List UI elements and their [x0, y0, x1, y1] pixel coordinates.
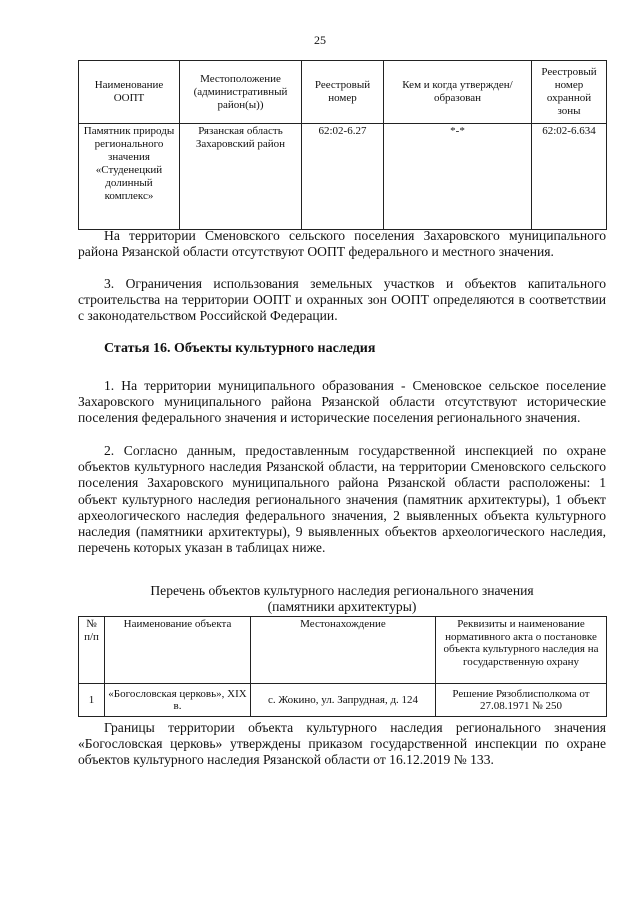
header-object-location: Местонахождение — [251, 617, 436, 684]
caption-line-1: Перечень объектов культурного наследия регионального значения — [150, 583, 534, 598]
caption-line-2: (памятники архитектуры) — [267, 599, 417, 614]
table-header-row — [79, 617, 607, 684]
cell-normative-act: Решение Рязоблисполкома от 27.08.1971 № 250 — [436, 684, 607, 717]
table-caption — [78, 583, 606, 615]
paragraph-heritage-objects: 2. Согласно данным, предоставленным государственной инспекцией по охране объектов культурного наследия Рязанской области, на территории Сменовского сельского поселения Захаровского муниципального района Рязанской области расположены: 1 объект культурного наследия регионального значения (памятник архитектуры), 1 объект археологического наследия федерального значения, 2 выявленных объекта культурного наследия (памятники архитектуры), 9 выявленных объектов археологического наследия, перечень которых указан в таблицах ниже. — [78, 443, 606, 556]
header-number: № п/п — [79, 617, 105, 684]
header-normative-act: Реквизиты и наименование нормативного акта о постановке объекта культурного наследия на государственную охрану — [436, 617, 607, 684]
cell-registry-number: 62:02-6.27 — [302, 124, 384, 230]
section-heading: Статья 16. Объекты культурного наследия — [104, 341, 376, 356]
cell-location: Рязанская область Захаровский район — [180, 124, 302, 230]
heritage-table — [78, 616, 607, 717]
cell-number: 1 — [79, 684, 105, 717]
cell-oopt-name: Памятник природы регионального значения «Студенецкий долинный комплекс» — [79, 124, 180, 230]
cell-object-name: «Богословская церковь», XIX в. — [105, 684, 251, 717]
header-buffer-zone-number: Реестровый номер охранной зоны — [532, 61, 607, 124]
cell-buffer-zone-number: 62:02-6.634 — [532, 124, 607, 230]
paragraph-no-federal-oopt: На территории Сменовского сельского поселения Захаровского муниципального района Рязанской области отсутствуют ООПТ федерального и местного значения. — [78, 228, 606, 260]
table-header-row — [79, 61, 607, 124]
paragraph-historic-settlements: 1. На территории муниципального образования - Сменовское сельское поселение Захаровского муниципального района Рязанской области отсутствуют исторические поселения федерального значения и исторические поселения регионального значения. — [78, 378, 606, 426]
header-location: Местоположение (административный район(ы)) — [180, 61, 302, 124]
cell-object-location: с. Жокино, ул. Запрудная, д. 124 — [251, 684, 436, 717]
header-object-name: Наименование объекта — [105, 617, 251, 684]
cell-approved-by: *-* — [384, 124, 532, 230]
header-registry-number: Реестровый номер — [302, 61, 384, 124]
header-approved-by: Кем и когда утвержден/ образован — [384, 61, 532, 124]
paragraph-church-boundaries: Границы территории объекта культурного наследия регионального значения «Богословская церковь» утверждены приказом государственной инспекции по охране объектов культурного наследия Рязанской области от 16.12.2019 № 133. — [78, 720, 606, 768]
table-row — [79, 124, 607, 230]
paragraph-restrictions: 3. Ограничения использования земельных участков и объектов капитального строительства на территории ООПТ и охранных зон ООПТ определяются в соответствии с законодательством Российской Федерации. — [78, 276, 606, 324]
table-row — [79, 684, 607, 717]
oopt-table — [78, 60, 607, 230]
page-number: 25 — [314, 33, 326, 47]
header-oopt-name: Наименование ООПТ — [79, 61, 180, 124]
